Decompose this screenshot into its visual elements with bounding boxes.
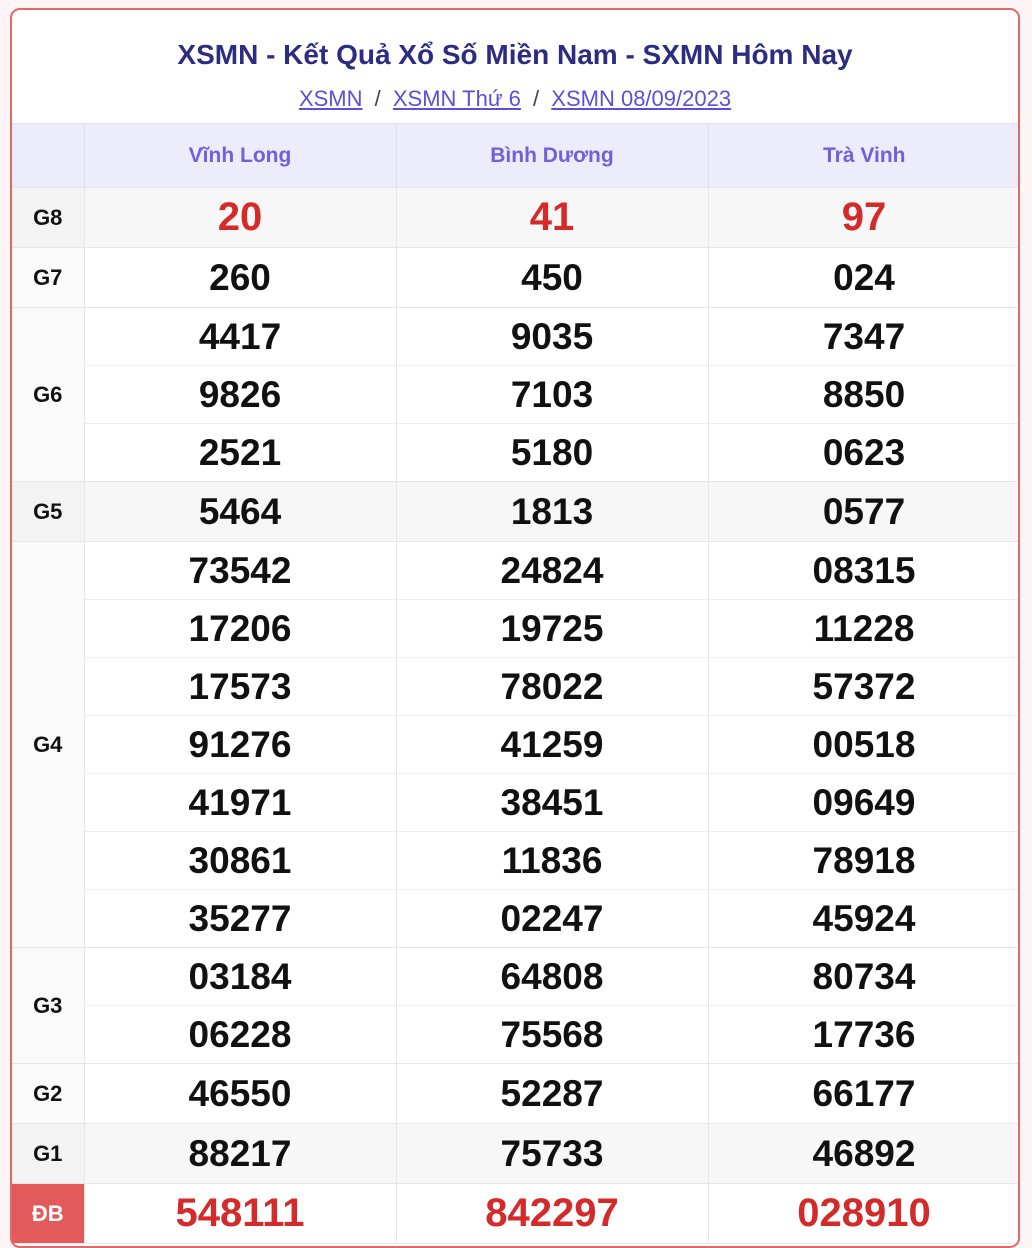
results-card xyxy=(10,8,1020,1248)
result-cell xyxy=(396,1184,708,1244)
prize-label: G8 xyxy=(12,188,84,248)
result-cell xyxy=(396,948,708,1064)
prize-label: G4 xyxy=(12,542,84,948)
result-cell xyxy=(84,482,396,542)
result-cell xyxy=(84,188,396,248)
breadcrumb-separator: / xyxy=(533,86,540,111)
result-cell xyxy=(84,1064,396,1124)
result-cell xyxy=(84,1124,396,1184)
result-number: 9035 xyxy=(510,316,594,357)
result-number: 78022 xyxy=(397,657,708,715)
breadcrumb xyxy=(12,86,1018,112)
prize-column-header xyxy=(12,124,84,188)
result-number: 260 xyxy=(209,257,271,298)
result-number: 2521 xyxy=(85,423,396,481)
result-number: 20 xyxy=(217,195,263,239)
results-table xyxy=(12,124,1020,1244)
prize-label: G2 xyxy=(12,1064,84,1124)
prize-label: G1 xyxy=(12,1124,84,1184)
result-number: 41971 xyxy=(85,773,396,831)
result-number: 97 xyxy=(841,195,887,239)
result-number: 028910 xyxy=(797,1191,931,1235)
result-cell xyxy=(84,1184,396,1244)
result-number: 46892 xyxy=(812,1133,916,1174)
result-cell xyxy=(84,542,396,948)
result-cell xyxy=(708,248,1020,308)
result-number: 06228 xyxy=(85,1005,396,1063)
prize-label: G5 xyxy=(12,482,84,542)
breadcrumb-xsmn-thu-6[interactable]: XSMN Thứ 6 xyxy=(392,86,521,111)
result-cell xyxy=(708,482,1020,542)
breadcrumb-xsmn[interactable]: XSMN xyxy=(298,86,363,111)
prize-row xyxy=(12,482,1020,542)
result-number: 17736 xyxy=(709,1005,1020,1063)
result-number: 38451 xyxy=(397,773,708,831)
result-number: 75733 xyxy=(500,1133,604,1174)
result-number: 11836 xyxy=(397,831,708,889)
result-number: 11228 xyxy=(709,599,1020,657)
result-cell xyxy=(396,188,708,248)
result-cell xyxy=(396,1124,708,1184)
breadcrumb-separator: / xyxy=(374,86,381,111)
result-number: 17206 xyxy=(85,599,396,657)
prize-row xyxy=(12,948,1020,1064)
result-number: 73542 xyxy=(188,550,292,591)
result-number: 842297 xyxy=(485,1191,619,1235)
result-number: 02247 xyxy=(397,889,708,947)
result-number: 00518 xyxy=(709,715,1020,773)
result-number: 09649 xyxy=(709,773,1020,831)
result-number: 64808 xyxy=(500,956,604,997)
prize-row xyxy=(12,1064,1020,1124)
result-cell xyxy=(84,948,396,1064)
result-number: 450 xyxy=(521,257,583,298)
prize-label: G6 xyxy=(12,308,84,482)
result-cell xyxy=(84,248,396,308)
province-header: Bình Dương xyxy=(396,124,708,188)
result-number: 78918 xyxy=(709,831,1020,889)
result-number: 91276 xyxy=(85,715,396,773)
breadcrumb-xsmn-date[interactable]: XSMN 08/09/2023 xyxy=(551,86,732,111)
result-number: 75568 xyxy=(397,1005,708,1063)
result-cell xyxy=(396,308,708,482)
result-number: 08315 xyxy=(812,550,916,591)
result-cell xyxy=(708,308,1020,482)
result-number: 9826 xyxy=(85,365,396,423)
result-number: 35277 xyxy=(85,889,396,947)
prize-label: ĐB xyxy=(12,1184,84,1244)
result-number: 66177 xyxy=(812,1073,916,1114)
result-number: 41 xyxy=(529,195,575,239)
result-number: 88217 xyxy=(188,1133,292,1174)
result-number: 52287 xyxy=(500,1073,604,1114)
province-header: Vĩnh Long xyxy=(84,124,396,188)
prize-label: G7 xyxy=(12,248,84,308)
prize-row xyxy=(12,1184,1020,1244)
page-title: XSMN - Kết Quả Xổ Số Miền Nam - SXMN Hôm Nay xyxy=(177,39,853,70)
result-cell xyxy=(708,542,1020,948)
result-number: 0623 xyxy=(709,423,1020,481)
result-number: 5180 xyxy=(397,423,708,481)
prize-row xyxy=(12,248,1020,308)
result-cell xyxy=(396,248,708,308)
result-number: 1813 xyxy=(510,491,594,532)
province-header: Trà Vinh xyxy=(708,124,1020,188)
result-number: 17573 xyxy=(85,657,396,715)
result-number: 30861 xyxy=(85,831,396,889)
province-header-row xyxy=(12,124,1020,188)
result-number: 8850 xyxy=(709,365,1020,423)
result-number: 4417 xyxy=(198,316,282,357)
result-cell xyxy=(708,1124,1020,1184)
result-number: 24824 xyxy=(500,550,604,591)
result-number: 45924 xyxy=(709,889,1020,947)
result-number: 7103 xyxy=(397,365,708,423)
result-number: 03184 xyxy=(188,956,292,997)
result-cell xyxy=(396,542,708,948)
result-number: 5464 xyxy=(198,491,282,532)
result-cell xyxy=(708,948,1020,1064)
result-cell xyxy=(396,482,708,542)
result-cell xyxy=(396,1064,708,1124)
result-number: 7347 xyxy=(822,316,906,357)
prize-row xyxy=(12,1124,1020,1184)
prize-row xyxy=(12,542,1020,948)
result-number: 57372 xyxy=(709,657,1020,715)
result-cell xyxy=(84,308,396,482)
prize-row xyxy=(12,188,1020,248)
result-number: 80734 xyxy=(812,956,916,997)
result-number: 0577 xyxy=(822,491,906,532)
prize-row xyxy=(12,308,1020,482)
result-number: 19725 xyxy=(397,599,708,657)
result-cell xyxy=(708,1184,1020,1244)
result-number: 024 xyxy=(833,257,895,298)
result-number: 41259 xyxy=(397,715,708,773)
result-cell xyxy=(708,1064,1020,1124)
result-number: 548111 xyxy=(175,1191,305,1235)
result-cell xyxy=(708,188,1020,248)
prize-label: G3 xyxy=(12,948,84,1064)
page-header xyxy=(12,10,1018,124)
result-number: 46550 xyxy=(188,1073,292,1114)
